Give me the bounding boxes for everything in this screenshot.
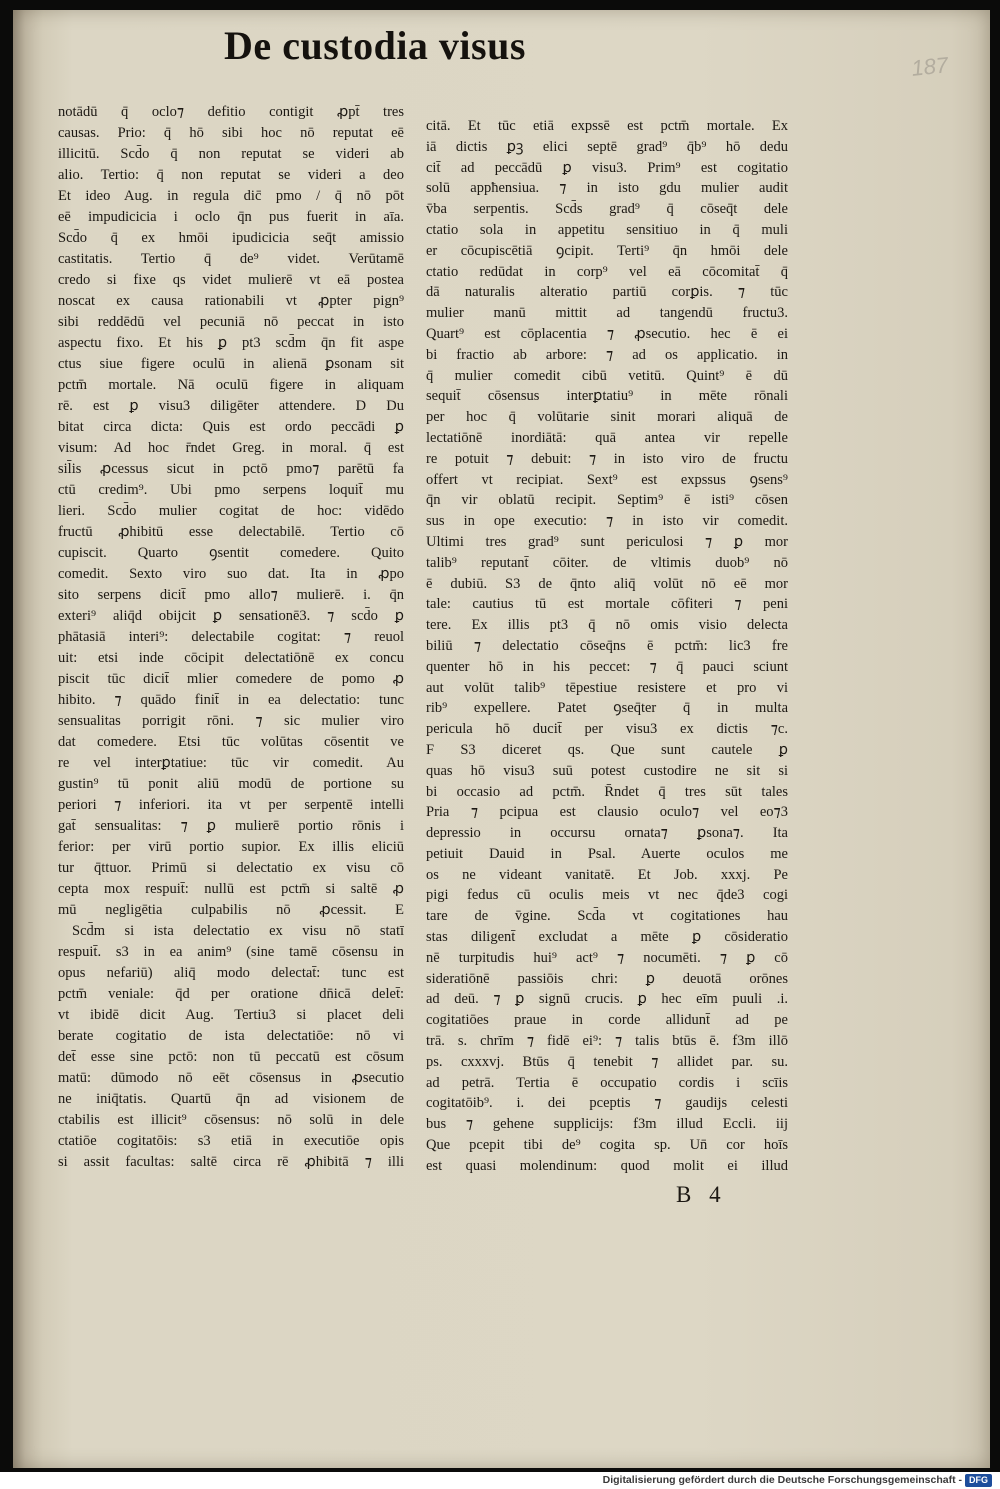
handwritten-folio-number: 187 [910, 52, 950, 81]
text-line: pctm̄ mortale. Nā oculū figere in aliquam [58, 377, 404, 393]
text-line: ctatio sola in appetitu sensitiuo in q̄ muli [426, 221, 788, 238]
text-line: cupiscit. Quarto ꝯsentit comedere. Quito [58, 545, 404, 561]
text-line: vt ibidē dicit Aug. Tertiu3 si placet deli [58, 1007, 404, 1023]
column-left [58, 102, 404, 1173]
text-line: piscit tūc dicit̄ mlier comedere de pomo ꝓ [58, 671, 404, 687]
text-line: pctm̄ veniale: q̄d per oratione dn̄icā delet̄: [58, 986, 404, 1002]
text-line: pericula hō ducit̄ per visu3 ex dictis ⁊c. [426, 721, 788, 738]
text-line: gat̄ sensualitas: ⁊ ꝑ mulierē portio rōnis i [58, 818, 404, 834]
text-line: trā. s. chrīm ⁊ fidē ei⁹: ⁊ talis btūs ē. f3m illō [426, 1033, 788, 1050]
text-line: det̄ esse sine pctō: non tū peccatū est cōsum [58, 1049, 404, 1065]
text-line: q̄n vir oblatū recipit. Septim⁹ ē isti⁹ cōsen [426, 492, 788, 509]
text-line: matū: dūmodo nō eēt cōsensus in ꝓsecutio [58, 1070, 404, 1086]
text-line: Et ideo Aug. in regula dic̄ pmo / q̄ nō pōt [58, 188, 404, 204]
text-line: sibi reddēdū vel pecuniā nō peccat in isto [58, 314, 404, 330]
text-line: comedit. Sexto viro suo dat. Ita in ꝓpo [58, 566, 404, 582]
text-line: offert vt recipiat. Sext⁹ est expssus ꝯsens⁹ [426, 471, 788, 488]
text-line: lieri. Scd̄o mulier cogitat de hoc: vidēdo [58, 503, 404, 519]
text-line: aspectu fixo. Et his ꝑ pt3 scd̄m q̄n fit aspe [58, 335, 404, 351]
text-line: sequit̄ cōsensus interꝑtatiu⁹ in mēte rōnali [426, 388, 788, 405]
text-line: cit̄ ad peccādū ꝑ visu3. Prim⁹ est cogitatio [426, 159, 788, 176]
text-line: causas. Prio: q̄ hō sibi hoc nō reputat eē [58, 125, 404, 141]
text-line: tale: cautius tū est mortale cōfiteri ⁊ peni [426, 596, 788, 613]
text-line: bi occasio ad pctm̄. R̄ndet q̄ tres sūt tales [426, 783, 788, 800]
text-line: depressio in occursu ornata⁊ ꝑsona⁊. Ita [426, 825, 788, 842]
text-line: per hoc q̄ volūtarie sinit morari aliquā de [426, 409, 788, 426]
text-line: mū negligētia culpabilis nō ꝓcessit. E [58, 902, 404, 918]
text-line: ē dubiū. S3 de q̄nto aliq̄ volūt nō eē mor [426, 575, 788, 592]
text-line: credo si fixe qs videt mulierē vt eā postea [58, 272, 404, 288]
footer [0, 1472, 1000, 1489]
text-line: q̄ mulier comedit cibū vetitū. Quint⁹ ē dū [426, 367, 788, 384]
text-line: Pria ⁊ pcipua est clausio oculo⁊ vel eo⁊3 [426, 804, 788, 821]
text-line: aut volūt talib⁹ tēpestiue resistere et pro vi [426, 679, 788, 696]
text-line: pigi fedus cū oculis meis vt nec q̄de3 cogi [426, 887, 788, 904]
text-line: rē. est ꝑ visu3 diligēter attendere. D Du [58, 398, 404, 414]
text-line: biliū ⁊ delectatio cōseq̄ns ē pctm̄: lic3 fre [426, 637, 788, 654]
text-line: quenter hō in his peccet: ⁊ q̄ pauci sciunt [426, 658, 788, 675]
text-line: cogitatōib⁹. i. dei pceptis ⁊ gaudijs celesti [426, 1095, 788, 1112]
text-line: eē impudicicia i oclo q̄n pus fuerit in aīa. [58, 209, 404, 225]
text-line: exteri⁹ aliq̄d obijcit ꝑ sensationē3. ⁊ scd̄o ꝑ [58, 608, 404, 624]
text-line: re potuit ⁊ debuit: ⁊ in isto viro de fructu [426, 450, 788, 467]
text-line: sideratiōnē passiōis chri: ꝑ deuotā orōnes [426, 970, 788, 987]
text-line: tare de v̄gine. Scd̄a vt cogitationes hau [426, 908, 788, 925]
text-line: Scd̄o q̄ ex hmōi ipudicicia seq̄t amissio [58, 230, 404, 246]
text-line: ps. cxxxvj. Btūs q̄ tenebit ⁊ allidet par. su. [426, 1053, 788, 1070]
text-line: uit: etsi inde cōcipit delectatiōnē ex concu [58, 650, 404, 666]
text-line: iā dictis ꝑꝫ elici septē grad⁹ q̄b⁹ hō dedu [426, 138, 788, 155]
text-line: si assit facultas: saltē circa rē ꝓhibitā ⁊ illi [58, 1154, 404, 1170]
text-line: v̄ba serpentis. Scd̄s grad⁹ q̄ cōseq̄t dele [426, 201, 788, 218]
text-line: os ne videant vanitatē. Et Job. xxxj. Pe [426, 866, 788, 883]
text-line: talib⁹ reputant̄ cōiter. de vltimis duob⁹ nō [426, 554, 788, 571]
text-line: alio. Tertio: q̄ non reputat se videri a deo [58, 167, 404, 183]
footer-credit: Digitalisierung gefördert durch die Deutsche Forschungsgemeinschaft - [602, 1474, 962, 1486]
text-line: mulier manū mittit ad tangendū fructu3. [426, 305, 788, 322]
text-line: opus nefariū) aliq̄ modo delectat̄: tunc est [58, 965, 404, 981]
running-title: De custodia visus [224, 23, 526, 68]
text-line: petiuit Dauid in Psal. Auerte oculos me [426, 845, 788, 862]
text-line: illicitū. Scd̄o q̄ non reputat se videri ab [58, 146, 404, 162]
text-line: ctū credim⁹. Ubi pmo serpens loquit̄ mu [58, 482, 404, 498]
text-line: sensualitas porrigit rōni. ⁊ sic mulier viro [58, 713, 404, 729]
text-line: nē turpitudis hui⁹ act⁹ ⁊ nocumēti. ⁊ ꝑ cō [426, 949, 788, 966]
text-line: tere. Ex illis pt3 q̄ nō omis visio delecta [426, 617, 788, 634]
text-line: cogitatiōes praue in corde allidunt̄ ad pe [426, 1012, 788, 1029]
text-line: ferior: per virū portio supior. Ex illis eliciū [58, 839, 404, 855]
text-line: ne iniq̄tatis. Quartū q̄n ad visionem de [58, 1091, 404, 1107]
text-line: hibito. ⁊ quādo finit̄ in ea delectatio: tunc [58, 692, 404, 708]
text-line: Que pcepit tibi de⁹ cogita sp. Un̄ cor hoīs [426, 1137, 788, 1154]
text-line: lectatiōnē inordiātā: quā antea vir repelle [426, 429, 788, 446]
text-line: stas diligent̄ excludat a mēte ꝑ cōsideratio [426, 929, 788, 946]
text-line: est quasi molendinum: quod molit ei illud [426, 1157, 788, 1174]
text-line: noscat ex causa rationabili vt ꝓpter pign⁹ [58, 293, 404, 309]
text-line: re vel interꝑtatiue: tūc vir comedit. Au [58, 755, 404, 771]
text-line: periori ⁊ inferiori. ita vt per serpentē intelli [58, 797, 404, 813]
text-line: ad deū. ⁊ ꝑ signū crucis. ꝑ hec eīm puuli .i. [426, 991, 788, 1008]
text-line: tur q̄ttuor. Primū si delectatio ex visu cō [58, 860, 404, 876]
text-line: phātasiā interi⁹: delectabile cogitat: ⁊ reuol [58, 629, 404, 645]
text-line: dā naturalis alteratio partiū corꝑis. ⁊ tūc [426, 284, 788, 301]
text-line: solū appħensiua. ⁊ in isto gdu mulier audit [426, 180, 788, 197]
text-line: gustin⁹ tū ponit aliū modū de portione su [58, 776, 404, 792]
text-line: notādū q̄ oclo⁊ defitio contigit ꝓpt̄ tres [58, 104, 404, 120]
text-line: Ultimi tres grad⁹ sunt periculosi ⁊ ꝑ mor [426, 533, 788, 550]
text-line: respuit̄. s3 in ea anim⁹ (sine tamē cōsensu in [58, 944, 404, 960]
text-line: dat comedere. Etsi tūc volūtas cōsentit ve [58, 734, 404, 750]
text-line: fructū ꝓhibitū esse delectabilē. Tertio cō [58, 524, 404, 540]
text-line: cepta mox respuit̄: nullū est pctm̄ si saltē ꝓ [58, 881, 404, 897]
text-line: bi fractio ab arbore: ⁊ ad os applicatio. in [426, 346, 788, 363]
column-right [426, 116, 788, 1177]
signature-mark: B 4 [676, 1182, 727, 1207]
text-line: quas hō visu3 suū potest custodire ne sit si [426, 762, 788, 779]
text-line: visum: Ad hoc r̄ndet Greg. in moral. q̄ est [58, 440, 404, 456]
text-line: citā. Et tūc etiā expssē est pctm̄ mortale. Ex [426, 118, 788, 134]
text-line: sito serpens dicit̄ pmo allo⁊ mulierē. i. q̄n [58, 587, 404, 603]
text-line: sil̄is ꝓcessus sicut in pctō pmo⁊ parētū fa [58, 461, 404, 477]
text-line: ctatiōe cogitatōis: s3 etiā in executiōe opis [58, 1133, 404, 1149]
text-line: sus in ope executio: ⁊ in isto vir comedit. [426, 513, 788, 530]
text-line: castitatis. Tertio q̄ de⁹ videt. Verūtamē [58, 251, 404, 267]
text-line: Quart⁹ est cōplacentia ⁊ ꝓsecutio. hec ē ei [426, 325, 788, 342]
text-line: ctus siue figere oculū in alienā ꝑsonam sit [58, 356, 404, 372]
text-line: ctatio redūdat in corp⁹ vel eā cōcomitat̄ q̄ [426, 263, 788, 280]
text-line: bitat circa dicta: Quis est ordo peccādi ꝑ [58, 419, 404, 435]
text-line: Scd̄m si ista delectatio ex visu nō statī [72, 923, 404, 939]
text-line: rib⁹ expellere. Patet ꝯseq̄ter q̄ in multa [426, 700, 788, 717]
text-line: berate cogitatio de ista delectatiōe: nō vi [58, 1028, 404, 1044]
text-line: bus ⁊ gehene supplicijs: f3m illud Eccli. iij [426, 1116, 788, 1133]
text-line: ctabilis est illicit⁹ cōsensus: nō solū in dele [58, 1112, 404, 1128]
dfg-logo-icon: DFG [965, 1474, 992, 1487]
text-line: ad petrā. Tertia ē occupatio cordis i scīis [426, 1074, 788, 1091]
text-line: F S3 diceret qs. Que sunt cautele ꝑ [426, 741, 788, 758]
text-line: er cōcupiscētiā ꝯcipit. Terti⁹ q̄n hmōi dele [426, 242, 788, 259]
